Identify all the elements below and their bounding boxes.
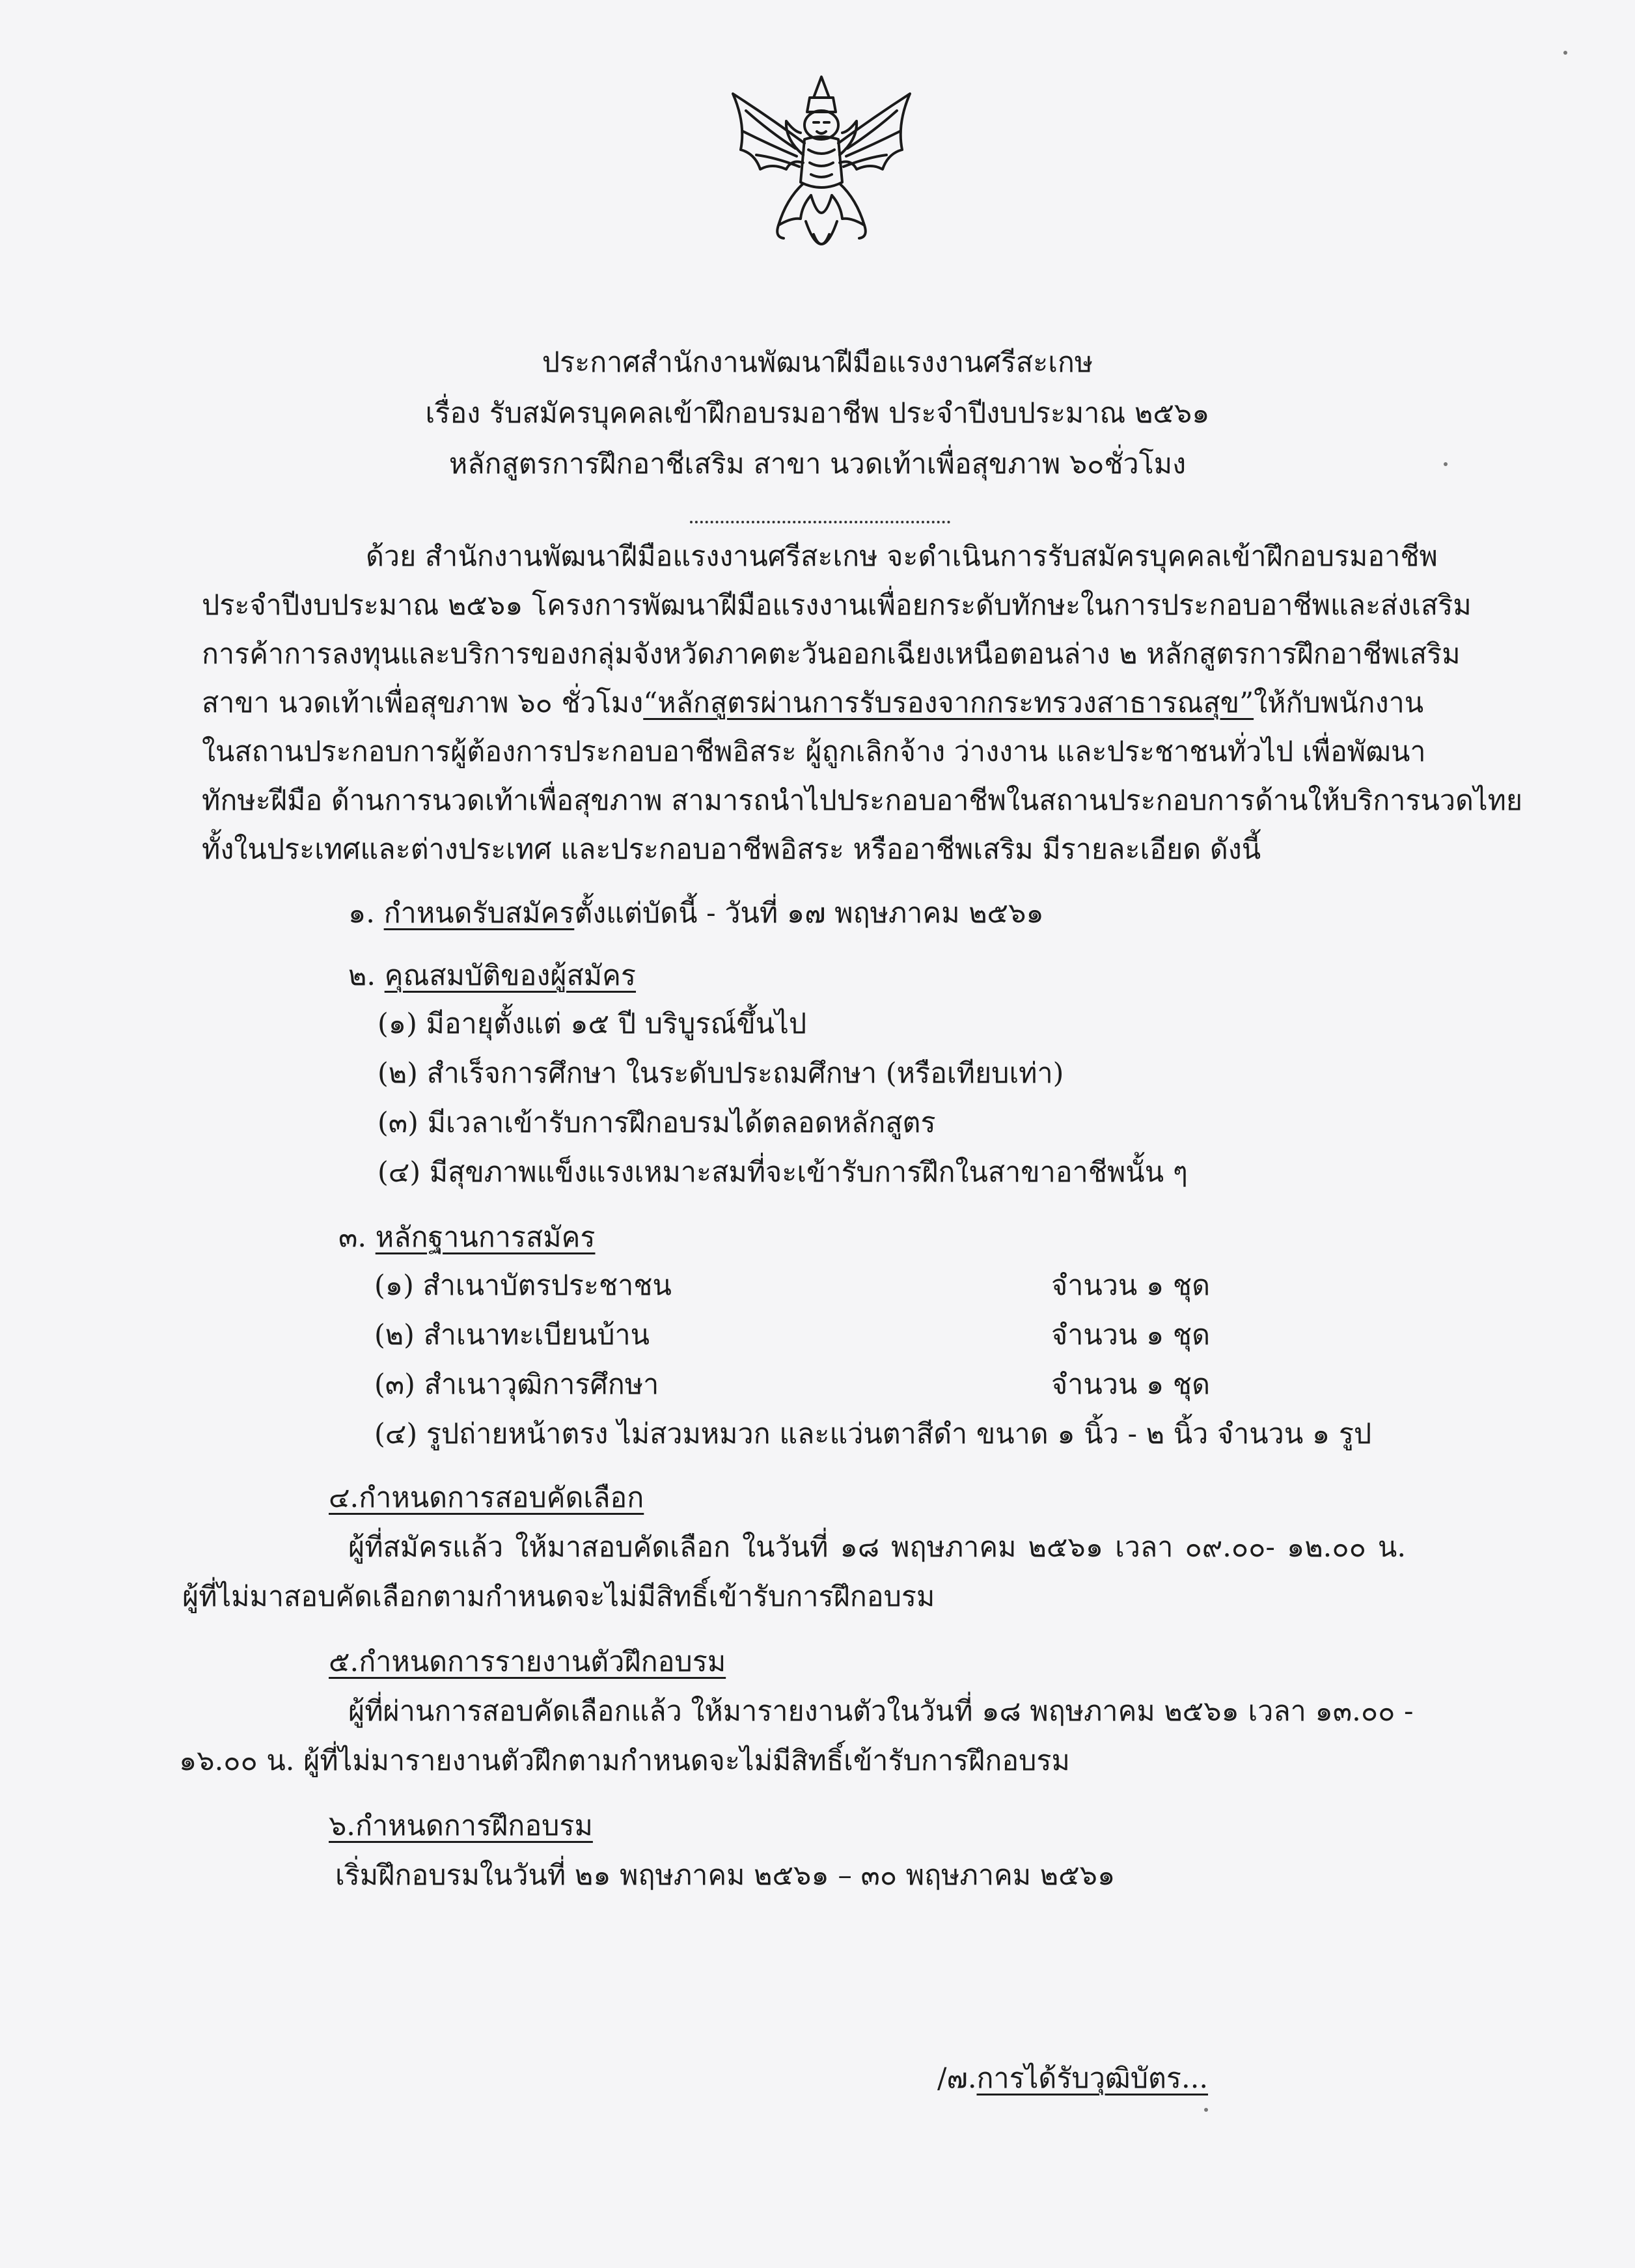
dotted-divider <box>690 521 950 523</box>
document-item-photo: (๔) รูปถ่ายหน้าตรง ไม่สวมหมวก และแว่นตาสีดำ ขนาด ๑ นิ้ว - ๒ นิ้ว จำนวน ๑ รูป <box>374 1418 1372 1450</box>
section-5-line-1: ผู้ที่ผ่านการสอบคัดเลือกแล้ว ให้มารายงานตัวในวันที่ ๑๘ พฤษภาคม ๒๕๖๑ เวลา ๑๓.๐๐ - <box>348 1695 1414 1728</box>
section-6-line-1: เริ่มฝึกอบรมในวันที่ ๒๑ พฤษภาคม ๒๕๖๑ – ๓๐ พฤษภาคม ๒๕๖๑ <box>335 1859 1116 1892</box>
intro-line-4-end: ให้กับพนักงาน <box>1254 687 1424 719</box>
intro-line-4 <box>202 687 1422 721</box>
section-6-heading: ๖.กำหนดการฝึกอบรม <box>329 1810 593 1842</box>
intro-line-5: ในสถานประกอบการผู้ต้องการประกอบอาชีพอิสระ ผู้ถูกเลิกจ้าง ว่างงาน และประชาชนทั่วไป เพื่อพัฒนา <box>202 736 1426 768</box>
section-3-number: ๓. <box>338 1221 367 1254</box>
scan-speck <box>1563 51 1567 55</box>
intro-line-6: ทักษะฝีมือ ด้านการนวดเท้าเพื่อสุขภาพ สามารถนำไปประกอบอาชีพในสถานประกอบการด้านให้บริการนวดไทย <box>202 784 1523 817</box>
continuation-next-section: การได้รับวุฒิบัตร... <box>976 2062 1209 2095</box>
document-item-quantity: จำนวน ๑ ชุด <box>1051 1269 1211 1302</box>
scan-speck <box>1204 2108 1208 2112</box>
section-4-line-2: ผู้ที่ไม่มาสอบคัดเลือกตามกำหนดจะไม่มีสิทธิ์เข้ารับการฝึกอบรม <box>182 1581 935 1613</box>
qualification-item: (๒) สำเร็จการศึกษา ในระดับประถมศึกษา (หรือเทียบเท่า) <box>378 1057 1064 1090</box>
section-1-text: ตั้งแต่บัดนี้ - วันที่ ๑๗ พฤษภาคม ๒๕๖๑ <box>574 897 1044 930</box>
intro-certified-phrase: “หลักสูตรผ่านการรับรองจากกระทรวงสาธารณสุข” <box>643 687 1254 719</box>
section-4-heading: ๔.กำหนดการสอบคัดเลือก <box>329 1482 644 1514</box>
section-1-heading: กำหนดรับสมัคร <box>383 897 575 930</box>
document-item-quantity: จำนวน ๑ ชุด <box>1051 1368 1211 1401</box>
section-2 <box>348 960 636 993</box>
intro-line-3: การค้าการลงทุนและบริการของกลุ่มจังหวัดภาคตะวันออกเฉียงเหนือตอนล่าง ๒ หลักสูตรการฝึกอาชีพเสริม <box>202 638 1461 671</box>
intro-line-4-start: สาขา นวดเท้าเพื่อสุขภาพ ๖๐ ชั่วโมง <box>202 687 644 719</box>
section-3-heading: หลักฐานการสมัคร <box>375 1221 596 1254</box>
section-5-line-2: ๑๖.๐๐ น. ผู้ที่ไม่มารายงานตัวฝึกตามกำหนดจะไม่มีสิทธิ์เข้ารับการฝึกอบรม <box>179 1745 1070 1777</box>
intro-line-2: ประจำปีงบประมาณ ๒๕๖๑ โครงการพัฒนาฝีมือแรงงานเพื่อยกระดับทักษะในการประกอบอาชีพและส่งเสริม <box>202 589 1472 622</box>
section-2-heading: คุณสมบัติของผู้สมัคร <box>384 960 637 992</box>
intro-line-7: ทั้งในประเทศและต่างประเทศ และประกอบอาชีพอิสระ หรืออาชีพเสริม มีรายละเอียด ดังนี้ <box>202 833 1261 866</box>
section-5-heading: ๕.กำหนดการรายงานตัวฝึกอบรม <box>329 1646 726 1678</box>
document-item-label: (๓) สำเนาวุฒิการศึกษา <box>374 1368 659 1401</box>
header-subject: เรื่อง รับสมัครบุคคลเข้าฝึกอบรมอาชีพ ประจำปีงบประมาณ ๒๕๖๑ <box>425 397 1210 430</box>
document-item-label: (๒) สำเนาทะเบียนบ้าน <box>374 1319 650 1351</box>
section-4-line-1: ผู้ที่สมัครแล้ว ให้มาสอบคัดเลือก ในวันที่ ๑๘ พฤษภาคม ๒๕๖๑ เวลา ๐๙.๐๐- ๑๒.๐๐ น. <box>348 1531 1406 1564</box>
section-1 <box>348 897 1044 931</box>
garuda-emblem-icon <box>724 72 919 267</box>
header-title: ประกาศสำนักงานพัฒนาฝีมือแรงงานศรีสะเกษ <box>542 346 1093 379</box>
section-3 <box>338 1221 595 1255</box>
section-2-number: ๒. <box>348 960 376 992</box>
continuation-slash: /๗. <box>937 2062 977 2095</box>
intro-line-1: ด้วย สำนักงานพัฒนาฝีมือแรงงานศรีสะเกษ จะดำเนินการรับสมัครบุคคลเข้าฝึกอบรมอาชีพ <box>366 540 1438 573</box>
document-item-quantity: จำนวน ๑ ชุด <box>1051 1319 1211 1351</box>
qualification-item: (๑) มีอายุตั้งแต่ ๑๕ ปี บริบูรณ์ขึ้นไป <box>378 1008 807 1040</box>
next-page-continuation <box>937 2062 1208 2096</box>
document-item-label: (๑) สำเนาบัตรประชาชน <box>374 1269 672 1302</box>
scan-speck <box>1444 462 1448 466</box>
qualification-item: (๓) มีเวลาเข้ารับการฝึกอบรมได้ตลอดหลักสูตร <box>378 1107 936 1139</box>
section-1-number: ๑. <box>348 897 375 930</box>
header-course: หลักสูตรการฝึกอาชีเสริม สาขา นวดเท้าเพื่อสุขภาพ ๖๐ชั่วโมง <box>448 448 1187 480</box>
qualification-item: (๔) มีสุขภาพแข็งแรงเหมาะสมที่จะเข้ารับการฝึกในสาขาอาชีพนั้น ๆ <box>378 1156 1188 1189</box>
